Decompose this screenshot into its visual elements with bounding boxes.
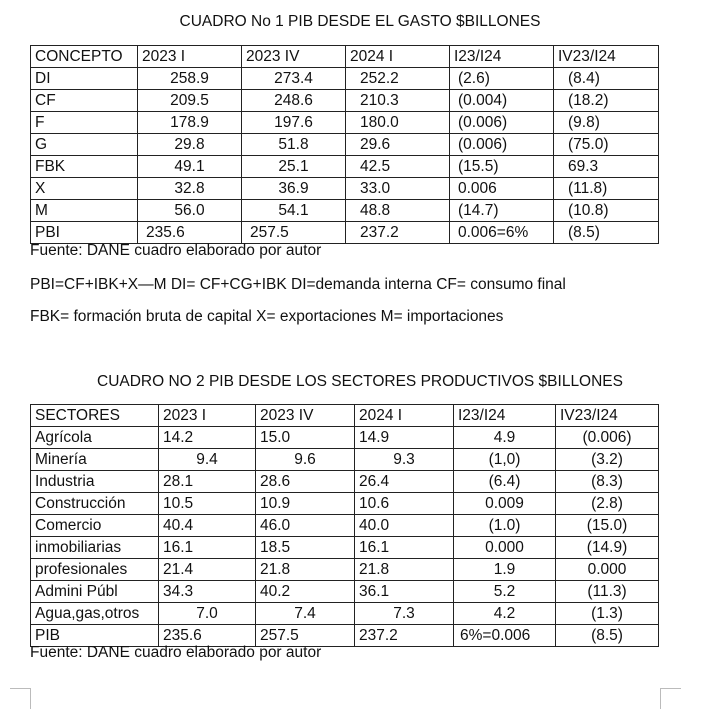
table-cell: 5.2 <box>454 581 556 603</box>
table-cell: 0.000 <box>556 559 659 581</box>
header-cell: IV23/I24 <box>556 405 659 427</box>
table-cell: 25.1 <box>242 156 346 178</box>
table-cell: 273.4 <box>242 68 346 90</box>
table-cell: 7.4 <box>256 603 355 625</box>
table-cell: 6%=0.006 <box>454 625 556 647</box>
table-cell: 40.4 <box>159 515 256 537</box>
table-cell: 9.3 <box>355 449 454 471</box>
table-cell: 15.0 <box>256 427 355 449</box>
table-cell: 14.9 <box>355 427 454 449</box>
table-cell: 4.9 <box>454 427 556 449</box>
table-cell: 28.6 <box>256 471 355 493</box>
table-cell: (75.0) <box>554 134 659 156</box>
definitions-note: FBK= formación bruta de capital X= exportaciones M= importaciones <box>30 308 504 325</box>
table-cell: G <box>31 134 138 156</box>
table-cell: DI <box>31 68 138 90</box>
table-cell: 0.009 <box>454 493 556 515</box>
table-cell: (8.5) <box>554 222 659 244</box>
header-cell: I23/I24 <box>450 46 554 68</box>
table-cell: X <box>31 178 138 200</box>
table-cell: 10.9 <box>256 493 355 515</box>
table-cell: 1.9 <box>454 559 556 581</box>
table-cell: 257.5 <box>256 625 355 647</box>
table2 <box>30 404 659 647</box>
table-cell: 4.2 <box>454 603 556 625</box>
table-cell: 56.0 <box>138 200 242 222</box>
table-cell: 28.1 <box>159 471 256 493</box>
table-cell: PIB <box>31 625 159 647</box>
table-row <box>31 515 659 537</box>
table-cell: 54.1 <box>242 200 346 222</box>
table-row <box>31 581 659 603</box>
table-cell: 209.5 <box>138 90 242 112</box>
table-cell: 36.9 <box>242 178 346 200</box>
table-cell: (15.5) <box>450 156 554 178</box>
table-cell: (0.004) <box>450 90 554 112</box>
table-cell: (0.006) <box>450 134 554 156</box>
table-cell: CF <box>31 90 138 112</box>
table-cell: 248.6 <box>242 90 346 112</box>
table-cell: Construcción <box>31 493 159 515</box>
table1-source: Fuente: DANE cuadro elaborado por autor <box>30 242 322 259</box>
header-cell: I23/I24 <box>454 405 556 427</box>
table-cell: 36.1 <box>355 581 454 603</box>
table-cell: Minería <box>31 449 159 471</box>
table-row <box>31 222 659 244</box>
table-cell: 10.5 <box>159 493 256 515</box>
table-cell: (8.3) <box>556 471 659 493</box>
page-corner-left <box>10 688 31 709</box>
table-cell: 49.1 <box>138 156 242 178</box>
table-cell: Admini Públ <box>31 581 159 603</box>
table-cell: 235.6 <box>138 222 242 244</box>
table-cell: 18.5 <box>256 537 355 559</box>
table-cell: 29.8 <box>138 134 242 156</box>
table-cell: 178.9 <box>138 112 242 134</box>
table-row <box>31 134 659 156</box>
table-cell: 29.6 <box>346 134 450 156</box>
table-row <box>31 449 659 471</box>
table-cell: 0.000 <box>454 537 556 559</box>
table-cell: (10.8) <box>554 200 659 222</box>
table-cell: 10.6 <box>355 493 454 515</box>
table-row <box>31 559 659 581</box>
header-cell: 2024 I <box>355 405 454 427</box>
table-cell: (6.4) <box>454 471 556 493</box>
header-cell: CONCEPTO <box>31 46 138 68</box>
table-cell: 21.8 <box>256 559 355 581</box>
table-row <box>31 537 659 559</box>
header-row <box>31 46 659 68</box>
table-cell: (3.2) <box>556 449 659 471</box>
table-cell: 9.4 <box>159 449 256 471</box>
table-cell: 32.8 <box>138 178 242 200</box>
table-row <box>31 471 659 493</box>
header-cell: 2023 I <box>159 405 256 427</box>
table-cell: 235.6 <box>159 625 256 647</box>
table-cell: (8.5) <box>556 625 659 647</box>
table-cell: 21.8 <box>355 559 454 581</box>
table1 <box>30 45 659 244</box>
table-cell: (14.7) <box>450 200 554 222</box>
table-cell: 16.1 <box>159 537 256 559</box>
table1-title: CUADRO No 1 PIB DESDE EL GASTO $BILLONES <box>179 13 541 30</box>
table-cell: (18.2) <box>554 90 659 112</box>
table-cell: 257.5 <box>242 222 346 244</box>
table-cell: (11.8) <box>554 178 659 200</box>
table-row <box>31 427 659 449</box>
table-cell: Agua,gas,otros <box>31 603 159 625</box>
table-cell: 21.4 <box>159 559 256 581</box>
table-row <box>31 603 659 625</box>
table-cell: Agrícola <box>31 427 159 449</box>
table-cell: 14.2 <box>159 427 256 449</box>
table2-source: Fuente: DANE cuadro elaborado por autor <box>30 644 322 661</box>
table-cell: M <box>31 200 138 222</box>
table-cell: (9.8) <box>554 112 659 134</box>
table-cell: FBK <box>31 156 138 178</box>
table-cell: 40.2 <box>256 581 355 603</box>
table-row <box>31 178 659 200</box>
table-cell: (2.8) <box>556 493 659 515</box>
table-cell: (15.0) <box>556 515 659 537</box>
table-cell: 237.2 <box>346 222 450 244</box>
table-cell: 0.006=6% <box>450 222 554 244</box>
table-cell: F <box>31 112 138 134</box>
table-cell: 48.8 <box>346 200 450 222</box>
table-cell: 7.3 <box>355 603 454 625</box>
page-corner-right <box>660 688 681 709</box>
table-cell: profesionales <box>31 559 159 581</box>
table-cell: PBI <box>31 222 138 244</box>
table-cell: (0.006) <box>556 427 659 449</box>
header-row <box>31 405 659 427</box>
table-cell: 26.4 <box>355 471 454 493</box>
table2-title: CUADRO NO 2 PIB DESDE LOS SECTORES PRODUCTIVOS $BILLONES <box>97 373 623 390</box>
table-cell: (1,0) <box>454 449 556 471</box>
table-cell: (1.0) <box>454 515 556 537</box>
table-row <box>31 90 659 112</box>
table-cell: 7.0 <box>159 603 256 625</box>
table-cell: 69.3 <box>554 156 659 178</box>
table-cell: (1.3) <box>556 603 659 625</box>
table-cell: 46.0 <box>256 515 355 537</box>
table-cell: 51.8 <box>242 134 346 156</box>
table-cell: 197.6 <box>242 112 346 134</box>
table-cell: 16.1 <box>355 537 454 559</box>
header-cell: 2023 IV <box>256 405 355 427</box>
table-cell: 0.006 <box>450 178 554 200</box>
table-cell: (0.006) <box>450 112 554 134</box>
table-row <box>31 68 659 90</box>
table-cell: inmobiliarias <box>31 537 159 559</box>
table-cell: 33.0 <box>346 178 450 200</box>
table-cell: Industria <box>31 471 159 493</box>
table-cell: 34.3 <box>159 581 256 603</box>
table-row <box>31 200 659 222</box>
header-cell: IV23/I24 <box>554 46 659 68</box>
table-cell: (2.6) <box>450 68 554 90</box>
header-cell: 2023 I <box>138 46 242 68</box>
table-row <box>31 112 659 134</box>
table-cell: (14.9) <box>556 537 659 559</box>
table-row <box>31 493 659 515</box>
header-cell: 2023 IV <box>242 46 346 68</box>
table-cell: (11.3) <box>556 581 659 603</box>
formula-note: PBI=CF+IBK+X—M DI= CF+CG+IBK DI=demanda interna CF= consumo final <box>30 276 566 293</box>
table-cell: 9.6 <box>256 449 355 471</box>
table-cell: 252.2 <box>346 68 450 90</box>
header-cell: 2024 I <box>346 46 450 68</box>
table-cell: (8.4) <box>554 68 659 90</box>
table-cell: 180.0 <box>346 112 450 134</box>
table-cell: 210.3 <box>346 90 450 112</box>
table-cell: 42.5 <box>346 156 450 178</box>
table-cell: 40.0 <box>355 515 454 537</box>
header-cell: SECTORES <box>31 405 159 427</box>
table-cell: Comercio <box>31 515 159 537</box>
table-cell: 237.2 <box>355 625 454 647</box>
table-row <box>31 156 659 178</box>
table-cell: 258.9 <box>138 68 242 90</box>
